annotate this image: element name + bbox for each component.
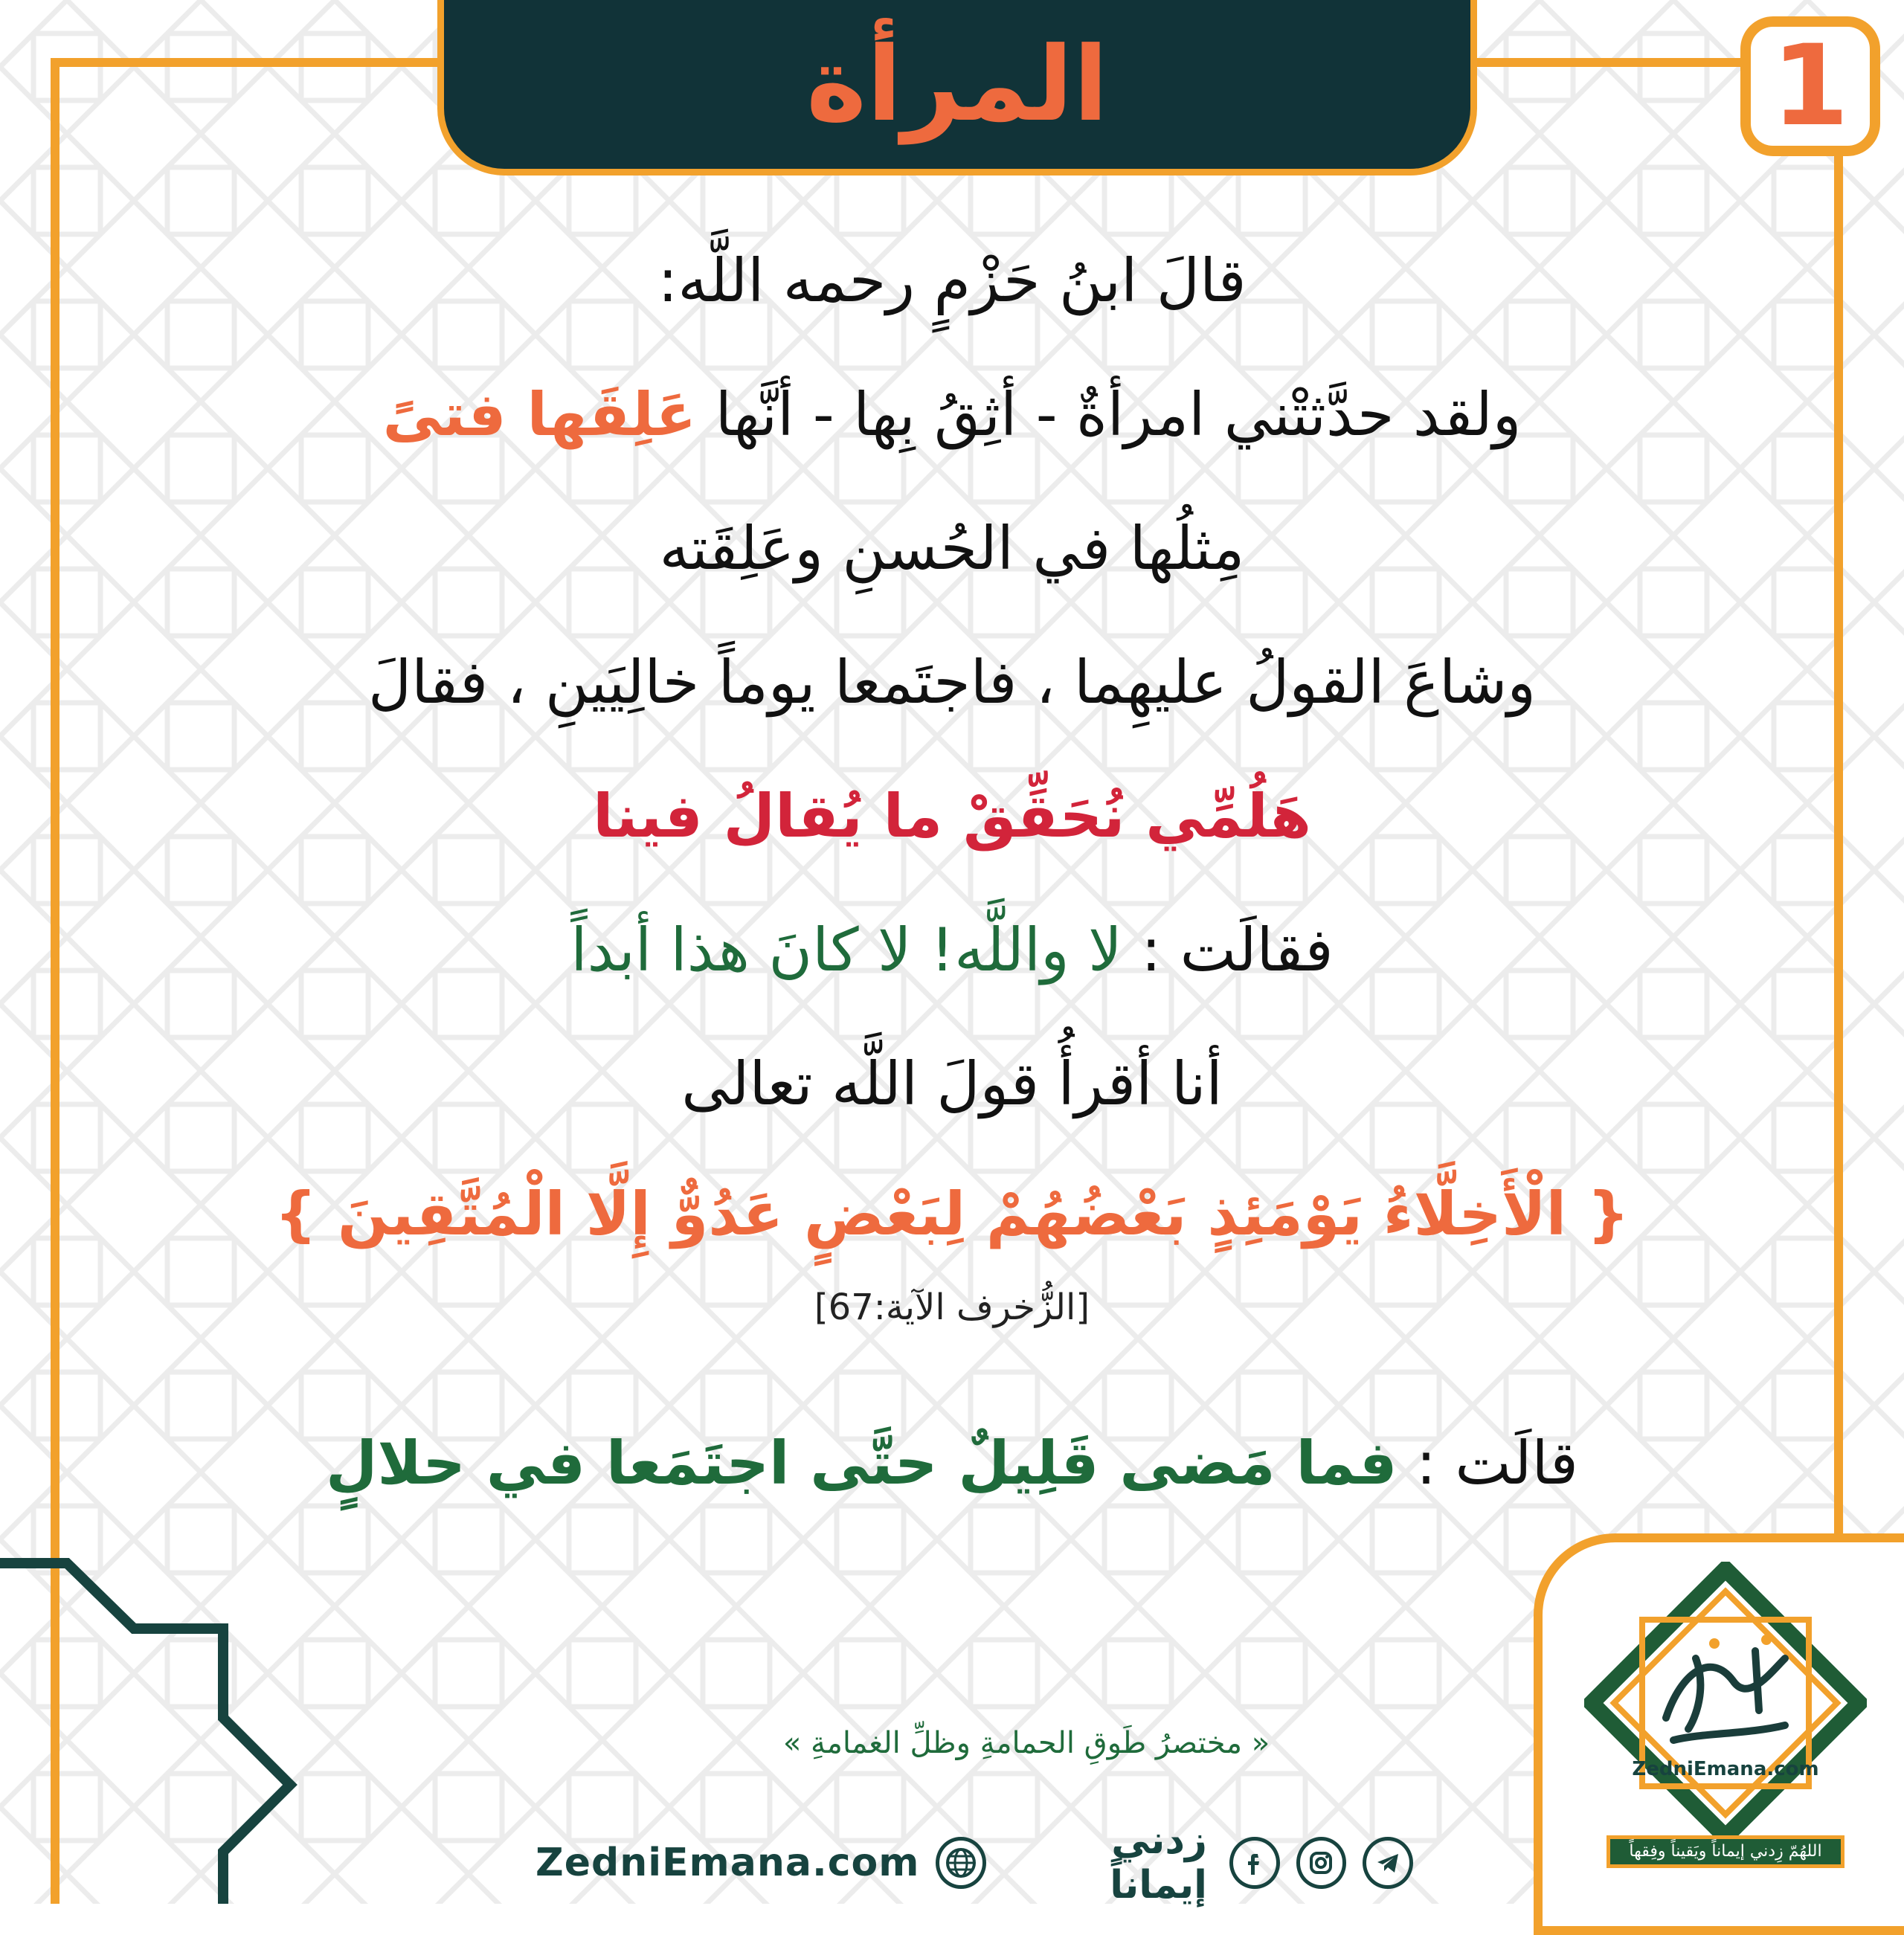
- globe-icon[interactable]: [936, 1837, 986, 1889]
- line-6-quote: لا واللَّه! لا كانَ هذا أبداً: [570, 915, 1122, 985]
- line-2: [89, 379, 1815, 451]
- title-banner: [437, 0, 1477, 176]
- telegram-icon[interactable]: [1363, 1837, 1413, 1889]
- footer-url[interactable]: ZedniEmana.com: [536, 1841, 920, 1885]
- line-6: [89, 915, 1815, 986]
- footer-site-name: زدني إيماناً: [1110, 1818, 1207, 1907]
- line-1: قالَ ابنُ حَزْمٍ رحمه اللَّه:: [657, 246, 1247, 315]
- instagram-icon[interactable]: [1296, 1837, 1347, 1889]
- facebook-icon[interactable]: [1229, 1837, 1280, 1889]
- page-title: المرأة: [805, 24, 1109, 144]
- line-4: وشاعَ القولُ عليهِما ، فاجتَمعا يوماً خالِيَينِ ، فقالَ: [367, 648, 1537, 717]
- line-8-quote: فما مَضى قَلِيلٌ حتَّى اجتَمَعا في حلالٍ: [326, 1429, 1398, 1498]
- line-5-quote: هَلُمِّي نُحَقِّقْ ما يُقالُ فينا: [593, 782, 1311, 851]
- decorative-star-outline: [0, 1554, 312, 1904]
- line-3: مِثلُها في الحُسنِ وعَلِقَته: [659, 514, 1245, 583]
- line-2-text: ولقد حدَّثتْني امرأةٌ - أثِقُ بِها - أنَّها: [715, 380, 1522, 449]
- line-8-text: قالَت :: [1416, 1429, 1578, 1498]
- card-number: 1: [1771, 22, 1850, 151]
- verse-reference: [الزُّخرف الآية:67]: [814, 1287, 1090, 1328]
- footer-bar: [536, 1818, 1413, 1907]
- line-2-highlight: عَلِقَها فتىً: [382, 380, 697, 449]
- quran-verse: { الْأَخِلَّاءُ يَوْمَئِذٍ بَعْضُهُمْ لِبَعْضٍ عَدُوٌّ إِلَّا الْمُتَّقِينَ }: [274, 1179, 1630, 1249]
- line-6-text: فقالَت :: [1141, 915, 1334, 985]
- zedniemana-logo-icon: [1584, 1562, 1867, 1844]
- logo-tagline: اللهُمّ زِدني إيماناً ويَقيناً وفِقهاً: [1606, 1835, 1844, 1868]
- card-number-badge: [1740, 16, 1880, 156]
- logo-url: ZedniEmana.com: [1632, 1758, 1819, 1780]
- source-citation: « مختصرُ طَوقِ الحمامةِ وظلِّ الغمامةِ »: [782, 1726, 1270, 1760]
- line-8: [89, 1428, 1815, 1499]
- line-7: أنا أقرأُ قولَ اللَّه تعالى: [681, 1049, 1223, 1118]
